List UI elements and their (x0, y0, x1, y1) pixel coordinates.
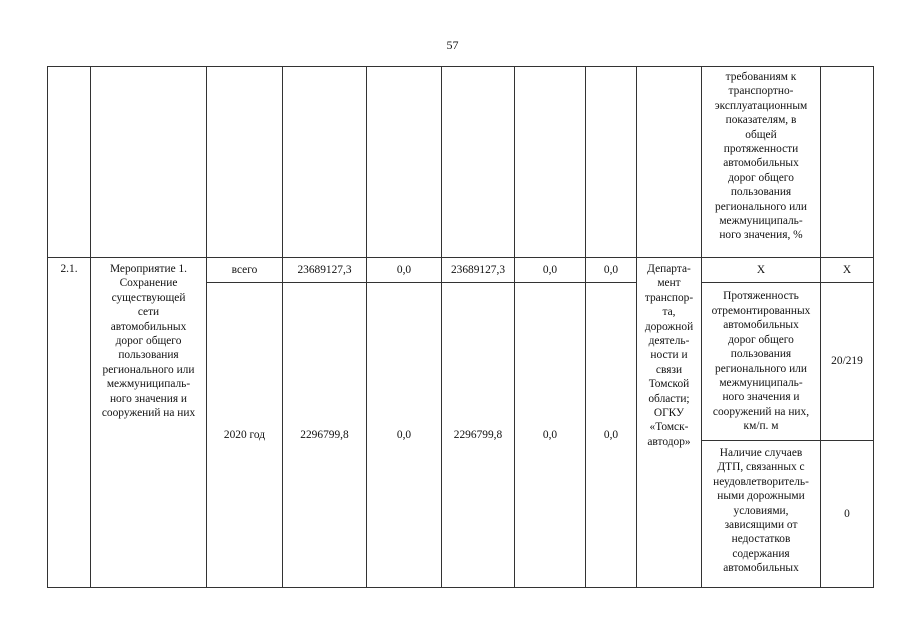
col-line (47, 66, 48, 588)
executor-cell: Департа- мент транспор- та, дорожной деятель- ности и связи Томской области; ОГКУ «Томск- автодор» (644, 263, 694, 448)
indicator-repaired-roads: Протяженность отремонтированных автомобильных дорог общего пользования регионального или межмуниципаль- ного значения и сооружений на них, км/п. м (711, 290, 811, 433)
value-accidents: 0 (844, 507, 850, 520)
indicator-accidents: Наличие случаев ДТП, связанных с неудовлетворитель- ными дорожными условиями, зависящими от недостатков содержания автомобильных (713, 447, 809, 575)
year-local: 0,0 (542, 428, 558, 441)
table-border-top (47, 66, 873, 67)
item-number: 2.1. (60, 263, 78, 275)
year-label: 2020 год (223, 428, 266, 441)
total-sum: 23689127,3 (297, 263, 352, 276)
year-other: 0,0 (603, 428, 619, 441)
year-federal: 0,0 (396, 428, 412, 441)
col-line (873, 66, 874, 588)
total-local: 0,0 (542, 263, 558, 276)
value-x: Х (842, 263, 852, 276)
year-regional: 2296799,8 (453, 428, 503, 441)
total-federal: 0,0 (396, 263, 412, 276)
prev-indicator-cell: требованиям к транспортно- эксплуатационным показателям, в общей протяженности автомобильных дорог общего пользования регионального или межмуниципаль- ного значения, % (714, 71, 808, 242)
total-other: 0,0 (603, 263, 619, 276)
total-label: всего (231, 263, 258, 276)
indicator-x: Х (756, 263, 766, 276)
page-number: 57 (446, 38, 459, 52)
total-regional: 23689127,3 (450, 263, 506, 276)
year-sum: 2296799,8 (300, 428, 349, 441)
table-border-bottom (47, 587, 873, 588)
value-repaired-roads: 20/219 (831, 355, 863, 368)
item-name: Мероприятие 1. Сохранение существующей сети автомобильных дорог общего пользования регионального или межмуниципаль- ного значения и сооружений на них (101, 263, 196, 420)
